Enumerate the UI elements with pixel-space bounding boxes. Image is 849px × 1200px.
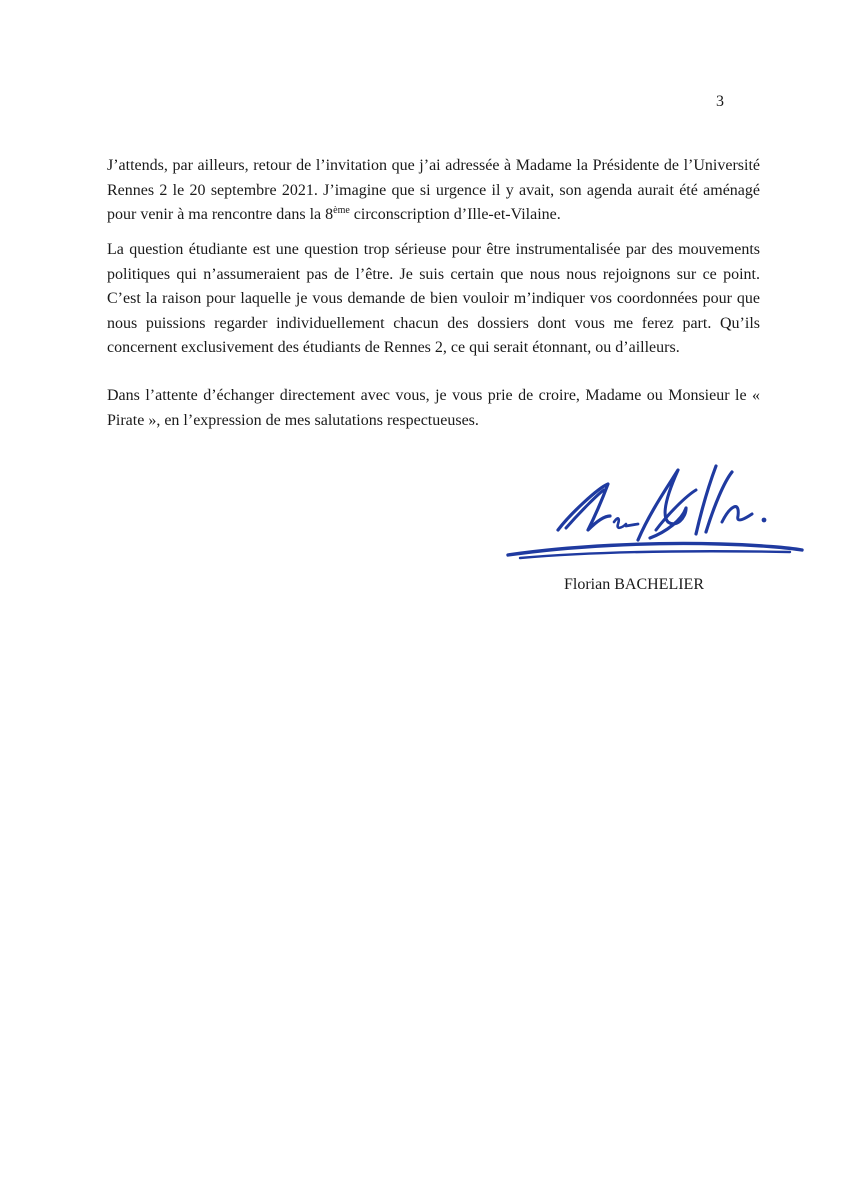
signature-underline xyxy=(508,543,802,555)
paragraph-text: circonscription d’Ille-et-Vilaine. xyxy=(349,206,561,223)
signature-stroke xyxy=(614,518,626,527)
handwritten-signature xyxy=(500,452,810,577)
signature-stroke xyxy=(626,524,638,526)
body-paragraph-closing: Dans l’attente d’échanger directement avec vous, je vous prie de croire, Madame ou Monsieur le « Pirate », en l’expression de mes salutations respectueuses. xyxy=(107,387,760,429)
signature-dot xyxy=(762,518,767,523)
page-number: 3 xyxy=(716,93,724,110)
body-paragraph-student-question: La question étudiante est une question trop sérieuse pour être instrumentalisée par des mouvements politiques qui n’assumeraient pas de l’être. Je suis certain que nous nous rejoignons sur ce point. C’est la raison pour laquelle je vous demande de bien vouloir m’indiquer vos coordonnées pour que nous puissions regarder individuellement chacun des dossiers dont vous me ferez part. Qu’ils concernent exclusivement des étudiants de Rennes 2, ce qui serait étonnant, ou d’ailleurs. xyxy=(107,241,760,356)
signature-stroke xyxy=(722,507,752,522)
signature-underline xyxy=(520,551,790,558)
paragraph-text: J’attends, par ailleurs, retour de l’invitation que j’ai adressée à Madame la Présidente de l’Université Rennes 2 le 20 septembre 2021. J’imagine que si urgence il y avait, son agenda aurait été aménagé pour venir à ma rencontre dans la 8 xyxy=(107,157,760,223)
body-paragraph-invitation xyxy=(107,154,760,228)
signature-stroke xyxy=(696,466,716,534)
signer-name: Florian BACHELIER xyxy=(564,576,704,593)
ordinal-superscript: ème xyxy=(333,205,350,216)
